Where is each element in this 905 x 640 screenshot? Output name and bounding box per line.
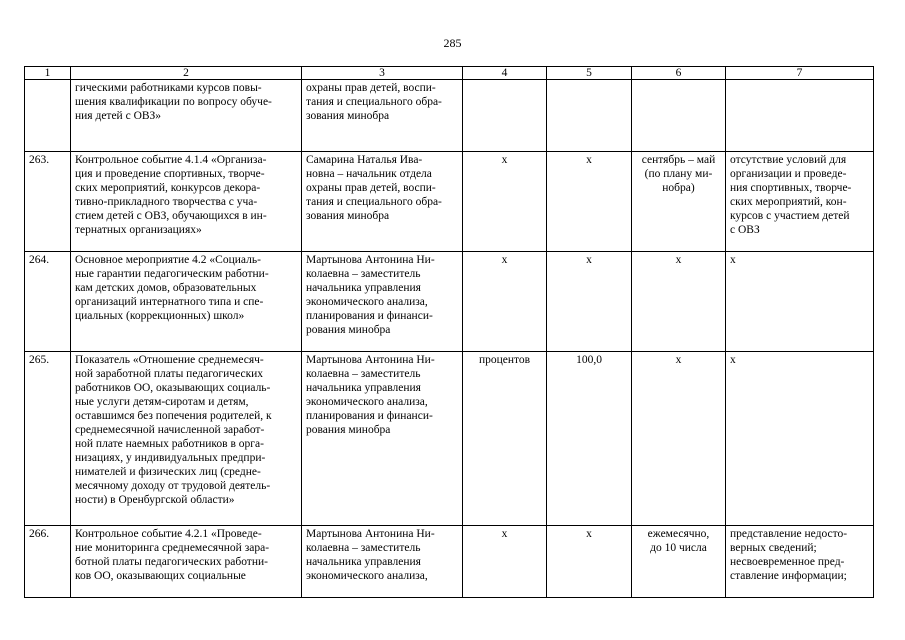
column-header-4: 4	[463, 67, 547, 80]
event-description: Основное мероприятие 4.2 «Социаль- ные гарантии педагогическим работни- кам детских домов, образовательных организаций интернатного типа и спе- циальных (коррекционных) школ»	[71, 252, 302, 352]
target-value: х	[547, 526, 632, 598]
deadline: х	[632, 352, 726, 526]
risk-description	[726, 80, 874, 152]
target-value: 100,0	[547, 352, 632, 526]
table-row	[25, 526, 874, 598]
risk-description: х	[726, 352, 874, 526]
unit-value: х	[463, 526, 547, 598]
table-row	[25, 352, 874, 526]
responsible-person: Самарина Наталья Ива- новна – начальник отдела охраны прав детей, воспи- тания и специального обра- зования минобра	[302, 152, 463, 252]
event-description: Показатель «Отношение среднемесяч- ной заработной платы педагогических работников ОО, оказывающих социаль- ные услуги детям-сиротам и детям, оставшимся без попечения родителей, к среднемесячной начисленной заработ- ной плате наемных работников в орга- низациях, у индивидуальных предпри- нимателей и физических лиц (средне- месячному доходу от трудовой деятель- ности) в Оренбургской области»	[71, 352, 302, 526]
event-description: Контрольное событие 4.1.4 «Организа- ция и проведение спортивных, творче- ских мероприятий, конкурсов декора- тивно-прикладного творчества с уча- стием детей с ОВЗ, обучающихся в ин- тернатных организациях»	[71, 152, 302, 252]
document-table	[24, 66, 874, 598]
responsible-person: Мартынова Антонина Ни- колаевна – заместитель начальника управления экономического анализа,	[302, 526, 463, 598]
row-number: 266.	[25, 526, 71, 598]
column-header-5: 5	[547, 67, 632, 80]
column-header-2: 2	[71, 67, 302, 80]
target-value: х	[547, 252, 632, 352]
page-number: 285	[443, 36, 462, 50]
event-description: Контрольное событие 4.2.1 «Проведе- ние мониторинга среднемесячной зара- ботной платы педагогических работни- ков ОО, оказывающих социальные	[71, 526, 302, 598]
responsible-person: охраны прав детей, воспи- тания и специального обра- зования минобра	[302, 80, 463, 152]
row-number: 264.	[25, 252, 71, 352]
risk-description: представление недосто- верных сведений; несвоевременное пред- ставление информации;	[726, 526, 874, 598]
risk-description: х	[726, 252, 874, 352]
column-header-3: 3	[302, 67, 463, 80]
unit-value: х	[463, 152, 547, 252]
target-value	[547, 80, 632, 152]
unit-value	[463, 80, 547, 152]
deadline	[632, 80, 726, 152]
event-description: гическими работниками курсов повы- шения квалификации по вопросу обуче- ния детей с ОВЗ»	[71, 80, 302, 152]
deadline: х	[632, 252, 726, 352]
risk-description: отсутствие условий для организации и проведе- ния спортивных, творче- ских мероприятий, кон- курсов с участием детей с ОВЗ	[726, 152, 874, 252]
unit-value: процентов	[463, 352, 547, 526]
deadline: ежемесячно, до 10 числа	[632, 526, 726, 598]
column-header-6: 6	[632, 67, 726, 80]
table-row	[25, 252, 874, 352]
column-header-7: 7	[726, 67, 874, 80]
column-header-1: 1	[25, 67, 71, 80]
table-row	[25, 80, 874, 152]
header-row	[25, 67, 874, 80]
responsible-person: Мартынова Антонина Ни- колаевна – заместитель начальника управления экономического анализа, планирования и финанси- рования минобра	[302, 252, 463, 352]
unit-value: х	[463, 252, 547, 352]
table-row	[25, 152, 874, 252]
row-number	[25, 80, 71, 152]
deadline: сентябрь – май (по плану ми- нобра)	[632, 152, 726, 252]
row-number: 263.	[25, 152, 71, 252]
target-value: х	[547, 152, 632, 252]
responsible-person: Мартынова Антонина Ни- колаевна – заместитель начальника управления экономического анализа, планирования и финанси- рования минобра	[302, 352, 463, 526]
row-number: 265.	[25, 352, 71, 526]
